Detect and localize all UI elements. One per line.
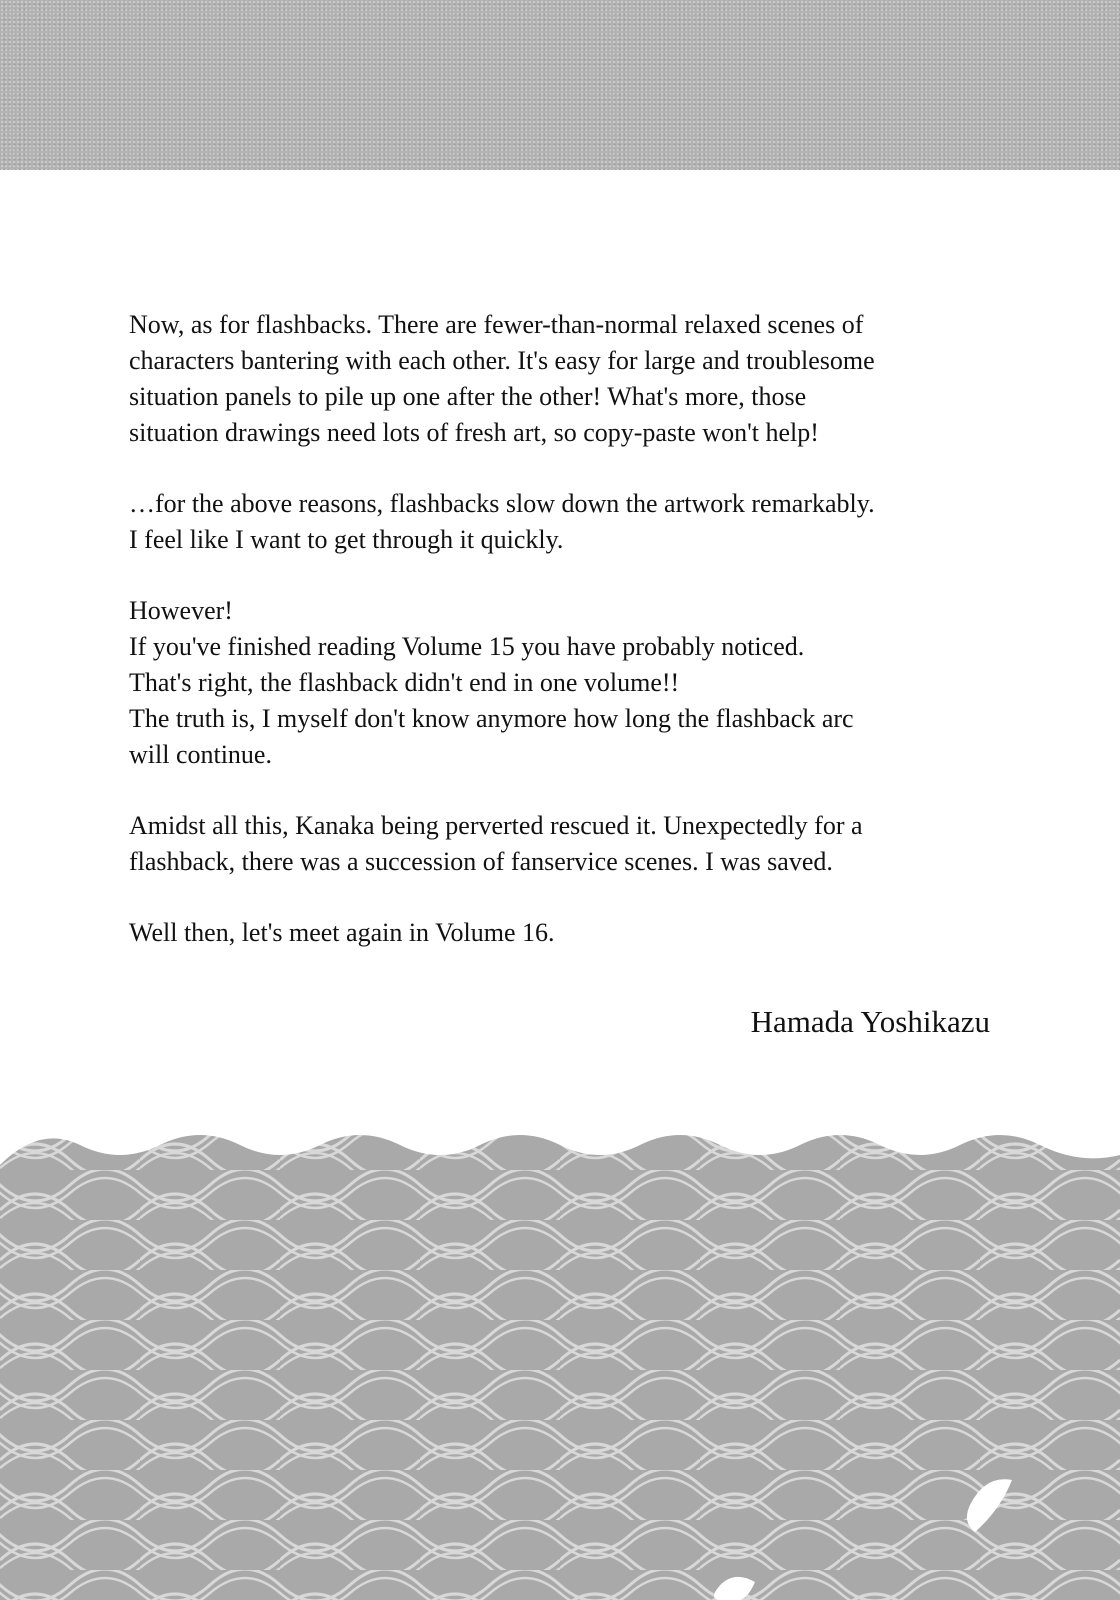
afterword-text xyxy=(129,307,1009,986)
paragraph: However! If you've finished reading Volume 15 you have probably noticed. That's right, the flashback didn't end in one volume!! The truth is, I myself don't know anymore how long the flashback arc will continue. xyxy=(129,596,854,769)
author-signature: Hamada Yoshikazu xyxy=(750,1004,990,1039)
paragraph: Amidst all this, Kanaka being perverted rescued it. Unexpectedly for a flashback, there was a succession of fanservice scenes. I was saved. xyxy=(129,811,863,876)
paragraph: Now, as for flashbacks. There are fewer-than-normal relaxed scenes of characters bantering with each other. It's easy for large and troublesome situation panels to pile up one after the other! What's more, those situation drawings need lots of fresh art, so copy-paste won't help! xyxy=(129,310,875,447)
wave-crest xyxy=(0,1135,1120,1600)
screentone-band xyxy=(0,0,1120,170)
wave-pattern xyxy=(0,1120,1120,1600)
paragraph: …for the above reasons, flashbacks slow down the artwork remarkably. I feel like I want to get through it quickly. xyxy=(129,489,875,554)
paragraph: Well then, let's meet again in Volume 16. xyxy=(129,918,555,947)
